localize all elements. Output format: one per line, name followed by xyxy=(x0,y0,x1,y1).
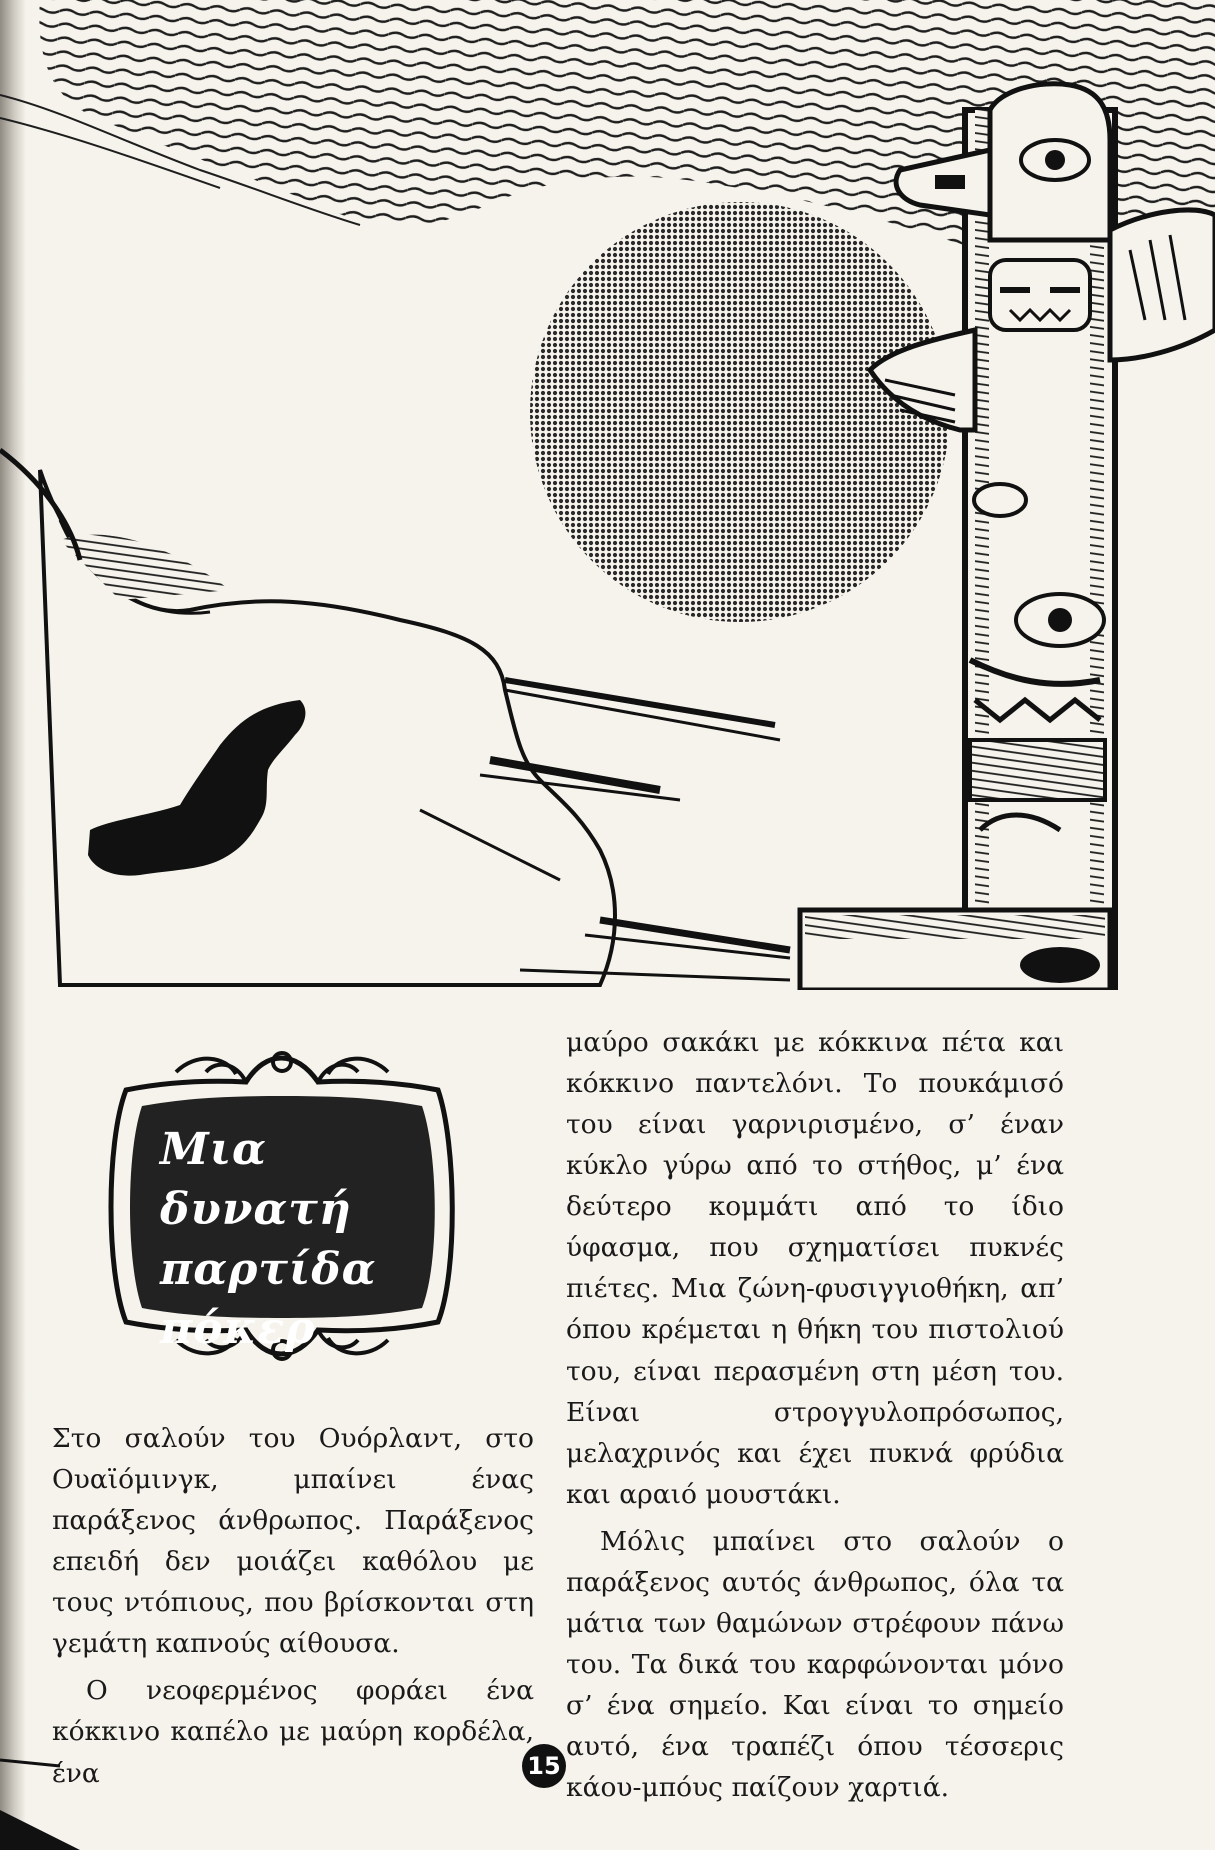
corner-scan-marks xyxy=(0,1740,80,1850)
left-column xyxy=(52,1418,534,1794)
page-number: 15 xyxy=(522,1744,566,1788)
chapter-title-line: Μια δυνατή xyxy=(160,1124,352,1235)
chapter-title xyxy=(160,1120,410,1359)
chapter-title-line: παρτίδα xyxy=(160,1243,377,1295)
paragraph: Στο σαλούν του Ουόρλαντ, στο Ουαϊόμινγκ, μπαίνει ένας παράξενος άνθρωπος. Παράξενος επειδή δεν μοιάζει καθόλου με τους ντόπιους, που βρίσκονται στη γεμάτη καπνούς αίθουσα. xyxy=(52,1423,534,1660)
right-column xyxy=(566,1022,1064,1808)
paragraph: μαύρο σακάκι με κόκκινα πέτα και κόκκινο παντελόνι. Το πουκάμισό του είναι γαρνιρισμένο, σ’ έναν κύκλο γύρω από το στήθος, μ’ ένα δεύτερο κομμάτι από το ίδιο ύφασμα, που σχηματίσει πυκνές πιέτες. Μια ζώνη-φυσιγγιοθήκη, απ’ όπου κρέμεται η θήκη του πιστολιού του, είναι περασμένη στη μέση του. Είναι στρογγυλοπρόσωπος, μελαχρινός και έχει πυκνά φρύδια και αραιό μουστάκι. xyxy=(566,1027,1064,1510)
halftone-sun xyxy=(530,202,950,622)
chapter-title-line: πόκερ xyxy=(160,1303,316,1355)
paragraph: Μόλις μπαίνει στο σαλούν ο παράξενος αυτός άνθρωπος, όλα τα μάτια των θαμώνων στρέφουν πάνω του. Τα δικά του καρφώνονται μόνο σ’ ένα σημείο. Και είναι το σημείο αυτό, ένα τραπέζι όπου τέσσερις κάου-μπόυς παίζουν χαρτιά. xyxy=(566,1525,1064,1804)
paragraph: Ο νεοφερμένος φοράει ένα κόκκινο καπέλο με μαύρη κορδέλα, ένα xyxy=(52,1675,534,1789)
